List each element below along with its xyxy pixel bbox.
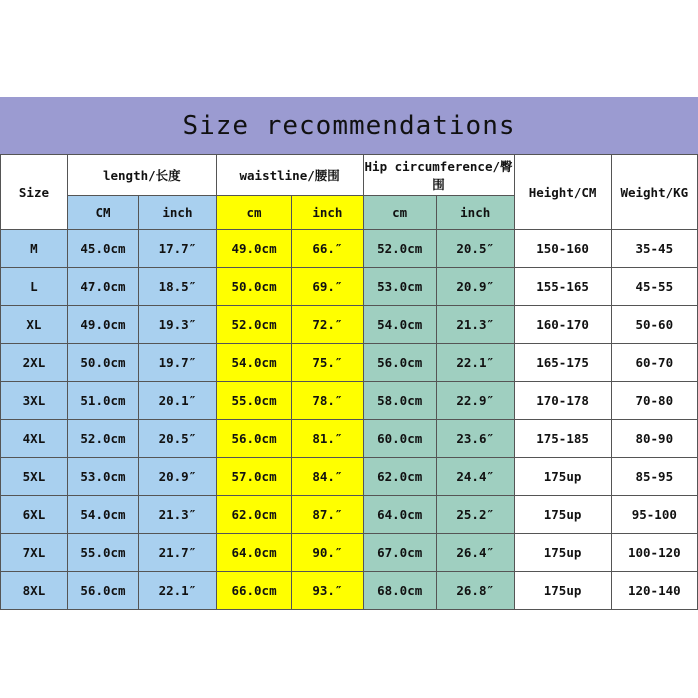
row-hip-cm: 54.0cm <box>363 306 436 344</box>
header-weight: Weight/KG <box>611 155 697 230</box>
row-height: 175-185 <box>514 420 611 458</box>
header-waist-cm: cm <box>216 196 292 230</box>
row-waist-inch: 87.″ <box>292 496 363 534</box>
row-waist-inch: 72.″ <box>292 306 363 344</box>
row-waist-cm: 52.0cm <box>216 306 292 344</box>
table-row <box>1 534 698 572</box>
row-waist-inch: 78.″ <box>292 382 363 420</box>
row-size: XL <box>1 306 68 344</box>
row-hip-inch: 26.8″ <box>436 572 514 610</box>
header-group-waistline: waistline/腰围 <box>216 155 363 196</box>
row-size: 5XL <box>1 458 68 496</box>
chart-title-bar <box>0 97 698 154</box>
row-hip-cm: 56.0cm <box>363 344 436 382</box>
row-hip-cm: 62.0cm <box>363 458 436 496</box>
row-length-inch: 22.1″ <box>139 572 217 610</box>
row-length-inch: 17.7″ <box>139 230 217 268</box>
row-hip-cm: 53.0cm <box>363 268 436 306</box>
table-row <box>1 458 698 496</box>
size-table <box>0 154 698 610</box>
row-weight: 100-120 <box>611 534 697 572</box>
row-waist-cm: 66.0cm <box>216 572 292 610</box>
row-length-inch: 20.1″ <box>139 382 217 420</box>
row-waist-inch: 93.″ <box>292 572 363 610</box>
row-weight: 45-55 <box>611 268 697 306</box>
row-hip-inch: 25.2″ <box>436 496 514 534</box>
table-row <box>1 268 698 306</box>
header-hip-cm: cm <box>363 196 436 230</box>
row-waist-cm: 64.0cm <box>216 534 292 572</box>
row-length-inch: 18.5″ <box>139 268 217 306</box>
table-row <box>1 306 698 344</box>
header-length-inch: inch <box>139 196 217 230</box>
row-length-cm: 45.0cm <box>67 230 138 268</box>
row-length-cm: 47.0cm <box>67 268 138 306</box>
header-group-hip: Hip circumference/臀围 <box>363 155 514 196</box>
row-waist-inch: 84.″ <box>292 458 363 496</box>
table-row <box>1 496 698 534</box>
row-length-cm: 56.0cm <box>67 572 138 610</box>
row-hip-cm: 60.0cm <box>363 420 436 458</box>
row-hip-cm: 67.0cm <box>363 534 436 572</box>
table-row <box>1 420 698 458</box>
row-length-cm: 49.0cm <box>67 306 138 344</box>
row-length-inch: 20.9″ <box>139 458 217 496</box>
row-weight: 80-90 <box>611 420 697 458</box>
row-hip-cm: 52.0cm <box>363 230 436 268</box>
row-hip-cm: 68.0cm <box>363 572 436 610</box>
row-weight: 85-95 <box>611 458 697 496</box>
row-length-cm: 50.0cm <box>67 344 138 382</box>
table-header-row-groups <box>1 155 698 196</box>
row-length-cm: 54.0cm <box>67 496 138 534</box>
row-size: 7XL <box>1 534 68 572</box>
header-length-cm: CM <box>67 196 138 230</box>
row-length-cm: 55.0cm <box>67 534 138 572</box>
row-waist-inch: 81.″ <box>292 420 363 458</box>
row-waist-cm: 49.0cm <box>216 230 292 268</box>
row-waist-cm: 55.0cm <box>216 382 292 420</box>
size-chart <box>0 97 698 610</box>
row-hip-inch: 26.4″ <box>436 534 514 572</box>
row-length-cm: 51.0cm <box>67 382 138 420</box>
row-waist-cm: 57.0cm <box>216 458 292 496</box>
row-weight: 50-60 <box>611 306 697 344</box>
row-length-inch: 19.7″ <box>139 344 217 382</box>
row-waist-inch: 75.″ <box>292 344 363 382</box>
header-group-length: length/长度 <box>67 155 216 196</box>
row-size: 6XL <box>1 496 68 534</box>
row-hip-inch: 20.5″ <box>436 230 514 268</box>
row-hip-inch: 22.9″ <box>436 382 514 420</box>
row-size: M <box>1 230 68 268</box>
row-height: 175up <box>514 458 611 496</box>
row-size: 2XL <box>1 344 68 382</box>
row-hip-inch: 22.1″ <box>436 344 514 382</box>
row-weight: 120-140 <box>611 572 697 610</box>
row-height: 160-170 <box>514 306 611 344</box>
row-length-inch: 21.3″ <box>139 496 217 534</box>
row-weight: 35-45 <box>611 230 697 268</box>
row-length-inch: 21.7″ <box>139 534 217 572</box>
row-waist-cm: 56.0cm <box>216 420 292 458</box>
row-size: 3XL <box>1 382 68 420</box>
row-hip-inch: 21.3″ <box>436 306 514 344</box>
row-length-cm: 53.0cm <box>67 458 138 496</box>
header-hip-inch: inch <box>436 196 514 230</box>
row-waist-inch: 66.″ <box>292 230 363 268</box>
row-length-cm: 52.0cm <box>67 420 138 458</box>
row-length-inch: 19.3″ <box>139 306 217 344</box>
row-height: 175up <box>514 496 611 534</box>
table-row <box>1 230 698 268</box>
header-size: Size <box>1 155 68 230</box>
row-height: 165-175 <box>514 344 611 382</box>
header-height: Height/CM <box>514 155 611 230</box>
row-length-inch: 20.5″ <box>139 420 217 458</box>
row-waist-cm: 54.0cm <box>216 344 292 382</box>
row-hip-inch: 20.9″ <box>436 268 514 306</box>
row-waist-inch: 90.″ <box>292 534 363 572</box>
row-height: 150-160 <box>514 230 611 268</box>
header-waist-inch: inch <box>292 196 363 230</box>
row-hip-inch: 23.6″ <box>436 420 514 458</box>
row-weight: 70-80 <box>611 382 697 420</box>
table-row <box>1 344 698 382</box>
row-height: 175up <box>514 572 611 610</box>
page-title: Size recommendations <box>182 110 516 141</box>
table-body <box>1 155 698 610</box>
row-size: 8XL <box>1 572 68 610</box>
row-size: L <box>1 268 68 306</box>
row-waist-cm: 50.0cm <box>216 268 292 306</box>
row-size: 4XL <box>1 420 68 458</box>
table-row <box>1 572 698 610</box>
row-height: 175up <box>514 534 611 572</box>
row-height: 170-178 <box>514 382 611 420</box>
row-hip-cm: 58.0cm <box>363 382 436 420</box>
row-height: 155-165 <box>514 268 611 306</box>
row-waist-cm: 62.0cm <box>216 496 292 534</box>
row-waist-inch: 69.″ <box>292 268 363 306</box>
row-hip-inch: 24.4″ <box>436 458 514 496</box>
row-weight: 60-70 <box>611 344 697 382</box>
row-hip-cm: 64.0cm <box>363 496 436 534</box>
row-weight: 95-100 <box>611 496 697 534</box>
table-row <box>1 382 698 420</box>
